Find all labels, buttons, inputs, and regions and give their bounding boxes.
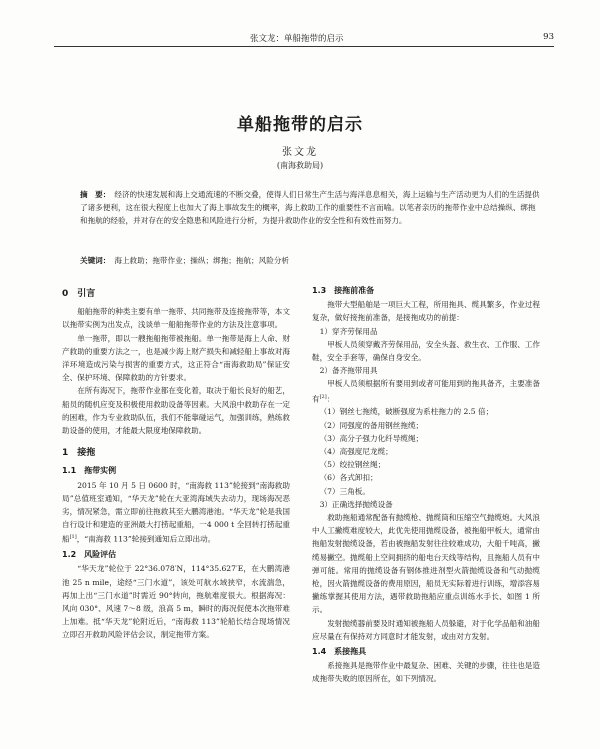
running-header — [54, 30, 554, 44]
abstract-text: 经济的快速发展和海上交通流速的不断交叠，使得人们日常生产生活与海洋息息相关，海上运输与生产活动更为人们的生活提供了诸多便利，这在很大程度上也加大了海上事故发生的概率，海上救助工作的重要性不言而喻。以笔者亲历的拖带作业中总结操纵、绑拖和拖航的经验，并对存在的安全隐患和风险进行分析，为提升救助作业的安全性和有效性而努力。 — [80, 190, 540, 225]
section-1-heading: 1 接拖 — [62, 448, 96, 459]
header-rule — [54, 46, 554, 47]
section-1-2-heading: 1.2 风险评估 — [62, 550, 117, 560]
section-1-3-heading: 1.3 接拖前准备 — [312, 286, 375, 295]
section-1-1-tail: ，“南海救 113”轮接到通知后立即出动。 — [76, 534, 216, 544]
intro-paragraph-2: 单一拖带，即以一艘拖船拖带被拖船。单一拖带是海上人命、财产救助的重要方法之一，也是减少海上财产损失和减轻船上事故对海洋环境造成污染与损害的重要方式，这正符合“南海救助局”保证安全、保护环境、保障救助的方针要求。 — [62, 333, 290, 383]
tool-item: （5）绞拉钢丝绳； — [319, 460, 386, 470]
after-paragraph: 发射抛缆器前要及时通知被拖船人员躲避，对于化学品船和油船应尽量在有保持对方同意时才能发射，或由对方发射。 — [312, 618, 540, 641]
section-1-4-text: 系接拖具是拖带作业中最复杂、困难、关键的步骤，往往也是造成拖带失败的原因所在，如下列情况。 — [312, 661, 540, 684]
step-2-tail: ： — [326, 394, 335, 404]
tool-item: （4）高强度尼龙缆； — [319, 446, 393, 456]
left-column — [62, 284, 290, 642]
section-1-2-text: “华天龙”轮位于 22°36.078′N，114°35.627′E，在大鹏湾港池 25 n mile，途经“三门水道”，该处可航水域狭窄，水流湍急，再加上出“三门水道”时需近 90°转向，拖航难度很大。根据海况：风向 030°、风速 7～8 级，浪高 5 m，瞬时的海况促使本次拖带难上加难。抵“华天龙”轮附近后，“南海救 113”轮船长结合现场情况立即召开救助风险评估会议，制定拖带方案。 — [62, 564, 290, 640]
right-column — [312, 282, 540, 686]
tool-item: （1）钢丝七拖缆，破断强度为系柱拖力的 2.5 倍； — [319, 407, 494, 417]
step-1-title: 1）穿齐劳保用品 — [319, 326, 378, 336]
step-3-text: 救助拖船通常配备有抛缆枪、抛缆筒和压缩空气抛缆炮。大风浪中人工撇缆难度较大，此优先使用抛缆设备，被拖船甲板大，通常由拖船发射抛缆设备，若由被拖船发射往往较难成功，大船千吨高，撇缆易撇空。抛缆船上空间拥挤的船电台天线等结构，且拖船人员有中弹可能。常用的抛缆设备有钢体推进剂型火箭抛缆设备和气动抛缆枪，因火箭抛缆设备的费用原因，船员无实际着进行训练，增添容易撇练掌握其使用方法，遇带救助拖船应重点训练水手长、如图 1 所示。 — [312, 512, 540, 615]
section-1-3-intro: 拖带大型船舶是一项巨大工程，所用拖具、缆具繁多，作业过程复杂，做好接拖前准备，是接拖成功的前提： — [312, 300, 540, 323]
tool-item: （7）三角板。 — [319, 486, 370, 496]
keywords-label: 关键词： — [80, 256, 111, 265]
citation-ref: [2] — [319, 393, 327, 400]
step-2-title: 2）备齐拖带用具 — [319, 366, 378, 376]
tool-item: （6）各式卸扣； — [319, 473, 378, 483]
paper-author: 张文龙 — [282, 147, 318, 158]
intro-heading: 0 引言 — [62, 289, 96, 299]
step-3-title: 3）正确选择抛缆设备 — [319, 499, 393, 509]
abstract-label: 摘 要： — [80, 190, 111, 199]
paper-affiliation: (南海救助局) — [276, 161, 324, 170]
tool-item: （3）高分子强力化纤导缆绳； — [319, 433, 424, 443]
section-1-1-body: 2015 年 10 月 5 日 0600 时，“南海救 113”轮接到“南海救助局”总值班室通知，“华天龙”轮在大亚湾海域失去动力，现场海况恶劣，情况紧急，需立即前往拖救其至大鹏湾港池。“华天龙”轮是我国自行设计和建造的亚洲最大打捞起重船，一4 000 t 全回转打捞起重船 — [62, 480, 290, 544]
paper-title: 单船拖带的启示 — [237, 115, 363, 135]
step-2-body: 甲板人员须根据所有要用到或者可能用到的拖具备齐，主要准备有 — [312, 379, 540, 404]
keywords-text: 海上救助；拖带作业；操纵；绑拖；拖航；风险分析 — [114, 256, 290, 265]
abstract — [80, 188, 540, 227]
section-1-1-text — [62, 479, 290, 547]
section-1-1-heading: 1.1 拖带实例 — [62, 466, 117, 476]
section-1-4-heading: 1.4 系接拖具 — [312, 647, 367, 657]
step-2-text — [312, 377, 540, 405]
tool-item: （2）同强度的备用钢丝拖缆； — [319, 420, 424, 430]
step-1-text: 甲板人员须穿戴齐劳保用品，安全头盔、救生衣、工作服、工作鞋，安全手套等，确保自身安全。 — [312, 339, 540, 363]
keywords — [80, 255, 540, 267]
page-number: 93 — [543, 32, 554, 42]
running-header-title: 张文龙：单船拖带的启示 — [250, 34, 344, 44]
intro-paragraph-1: 船舶拖带的种类主要有单一拖带、共同拖带及连接拖带等，本文以拖带实例为出发点，浅谈单一船舶拖带作业的方法及注意事项。 — [62, 307, 290, 330]
intro-paragraph-3: 在所有海况下，拖带作业都在变化着，取决于船长良好的船艺，船员的随机应变及积极使用救助设备等因素。大风浪中救助存在一定的困难，作为专业救助队伍，我们不能靠碰运气，加强训练，熟练救助设备的使用，才能最大限度地保障救助。 — [62, 386, 290, 436]
citation-ref: [1] — [69, 534, 77, 541]
